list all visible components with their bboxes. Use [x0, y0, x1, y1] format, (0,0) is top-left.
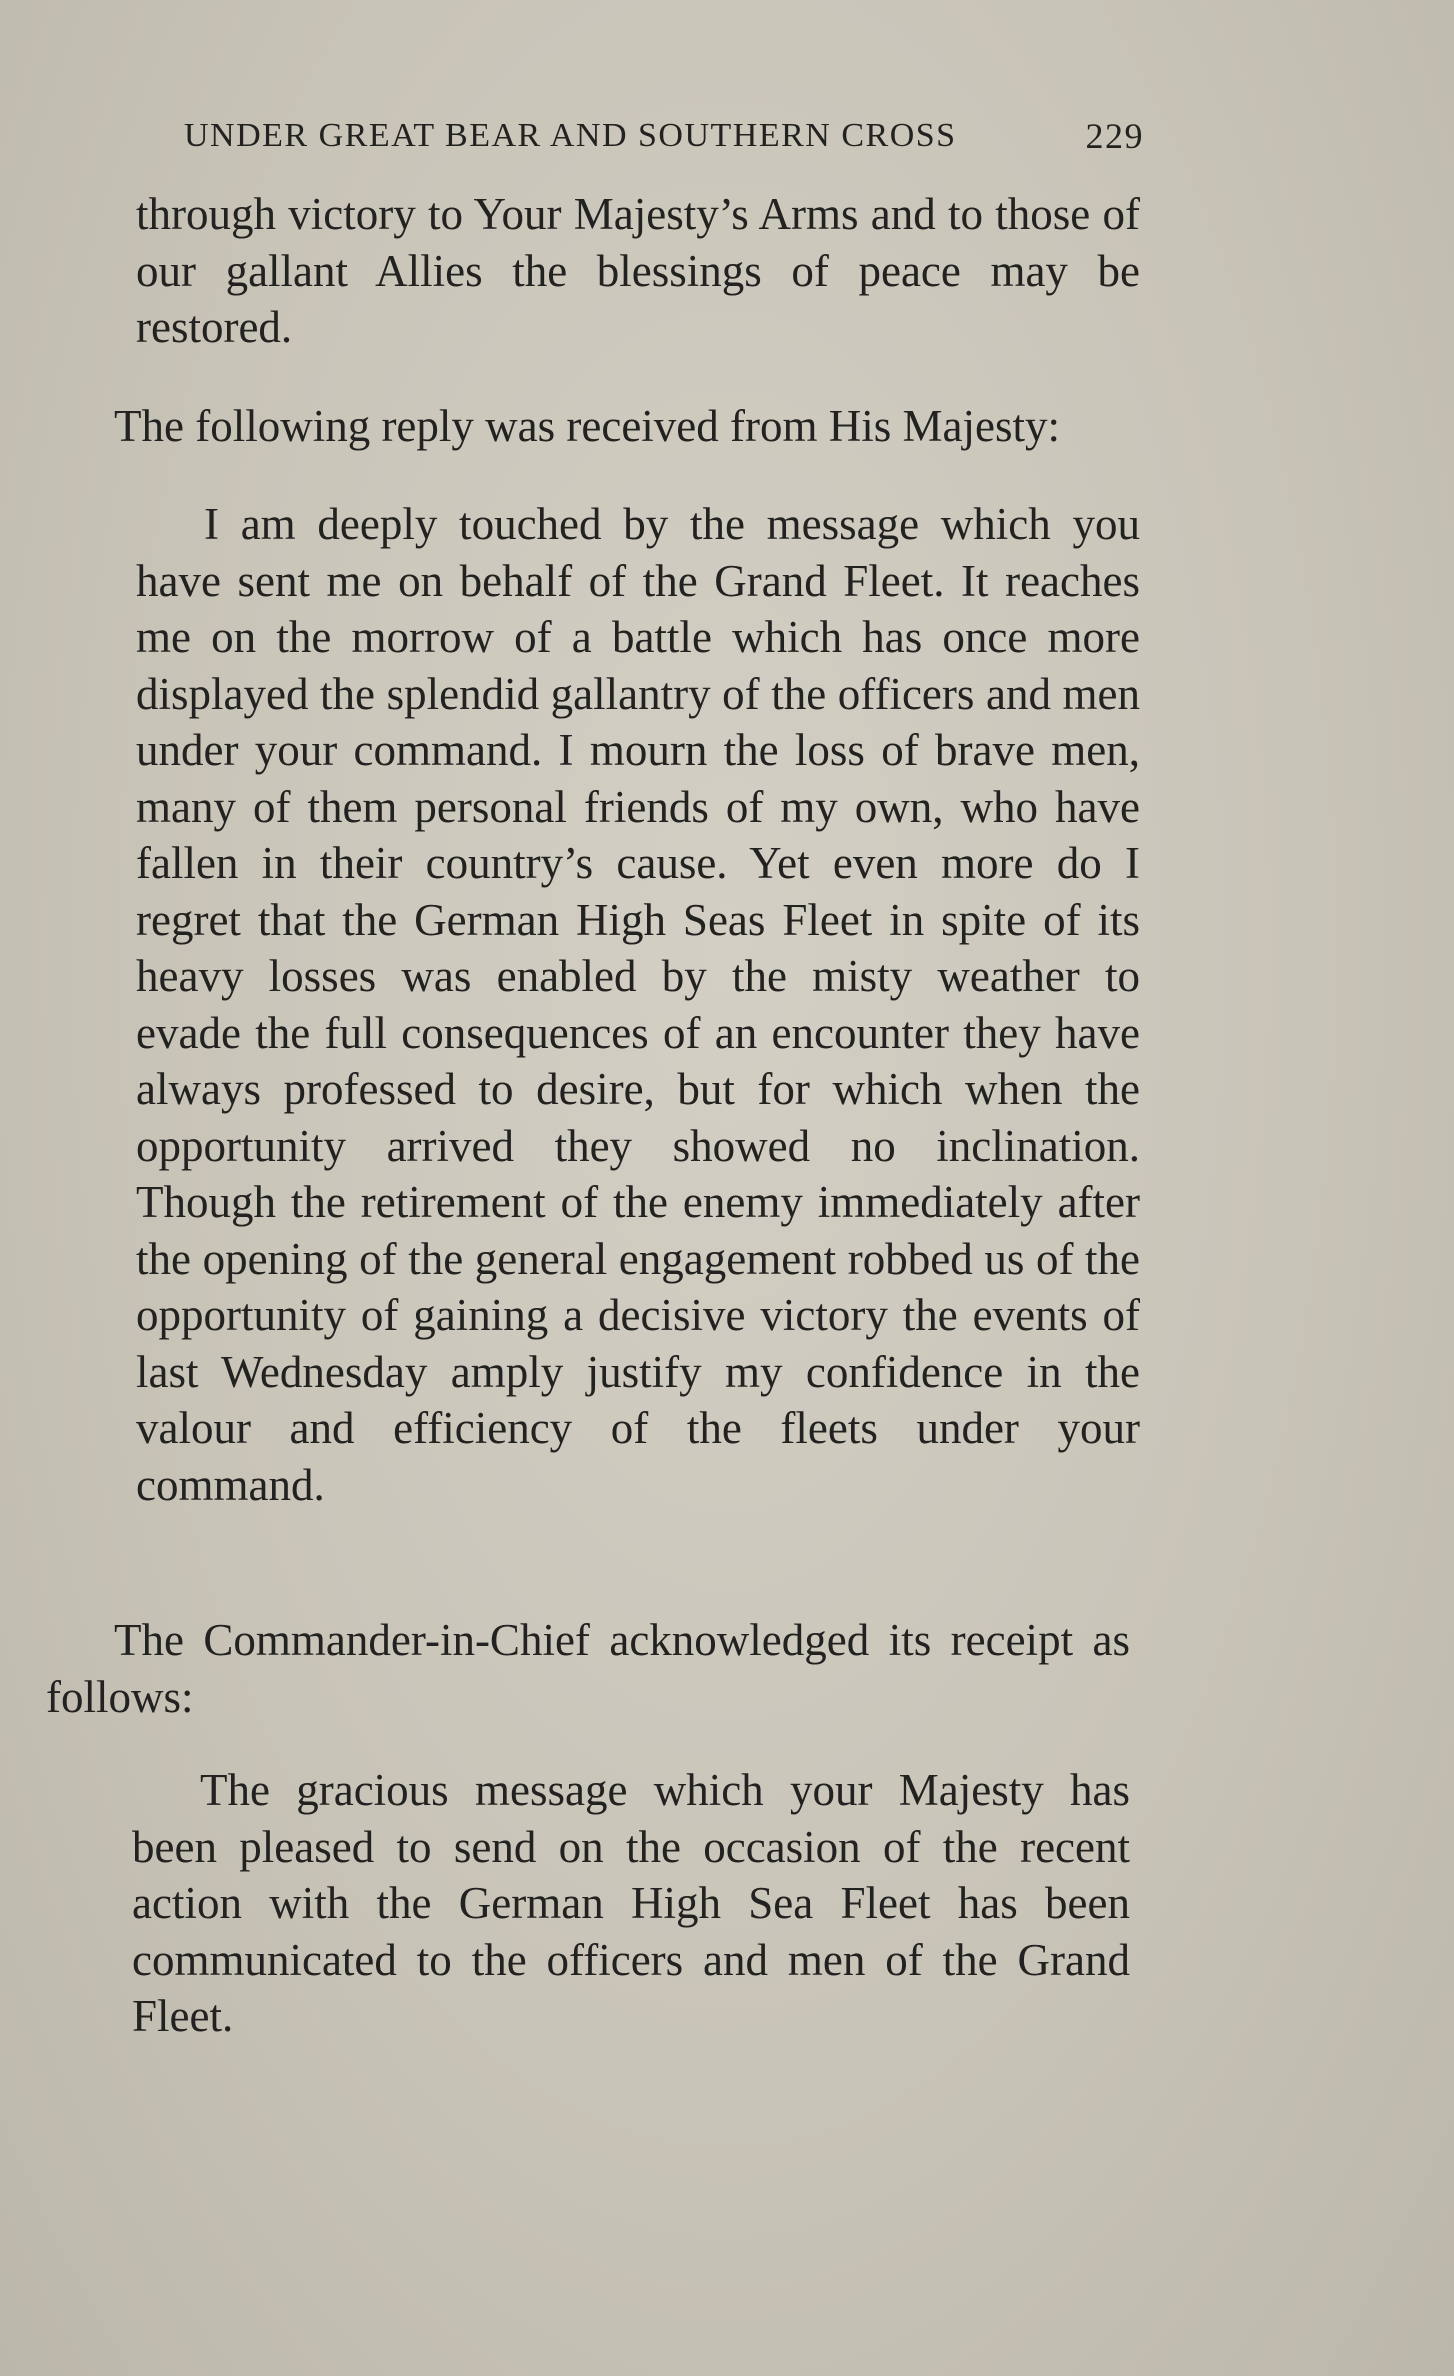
page-number: 229 [1085, 116, 1144, 156]
paragraph-text: The Commander-in-Chief acknowledged its receipt as follows: [46, 1615, 1130, 1722]
paragraph-text: I am deeply touched by the message which you have sent me on behalf of the Grand Fleet. It reaches me on the morrow of a battle which has once more displayed the splendid gallantry of the officers and men under your command. I mourn the loss of brave men, many of them personal friends of my own, who have fallen in their country’s cause. Yet even more do I regret that the German High Seas Fleet in spite of its heavy losses was enabled by the misty weather to evade the full consequences of an encounter they have always professed to desire, but for which when the opportunity arrived they showed no inclination. Though the retirement of the enemy immediately after the opening of the general engagement robbed us of the opportunity of gaining a decisive victory the events of last Wednesday amply justify my confidence in the valour and efficiency of the fleets under your command. [136, 499, 1140, 1510]
paragraph-text: The following reply was received from His Majesty: [114, 401, 1060, 451]
paragraph-text: The gracious message which your Majesty has been pleased to send on the occasion of the recent action with the German High Sea Fleet has been communicated to the officers and men of the Grand Fleet. [132, 1765, 1130, 2041]
running-head [184, 112, 1144, 160]
running-head-title: UNDER GREAT BEAR AND SOUTHERN CROSS [184, 117, 957, 154]
kings-reply-letter [136, 496, 1140, 1513]
acknowledgement-intro-paragraph [46, 1612, 1130, 1725]
continuation-paragraph [136, 186, 1140, 356]
acknowledgement-letter [132, 1762, 1130, 2045]
paragraph-text: through victory to Your Majesty’s Arms and to those of our gallant Allies the blessings of peace may be restored. [136, 189, 1140, 352]
reply-intro-paragraph [114, 398, 1140, 455]
